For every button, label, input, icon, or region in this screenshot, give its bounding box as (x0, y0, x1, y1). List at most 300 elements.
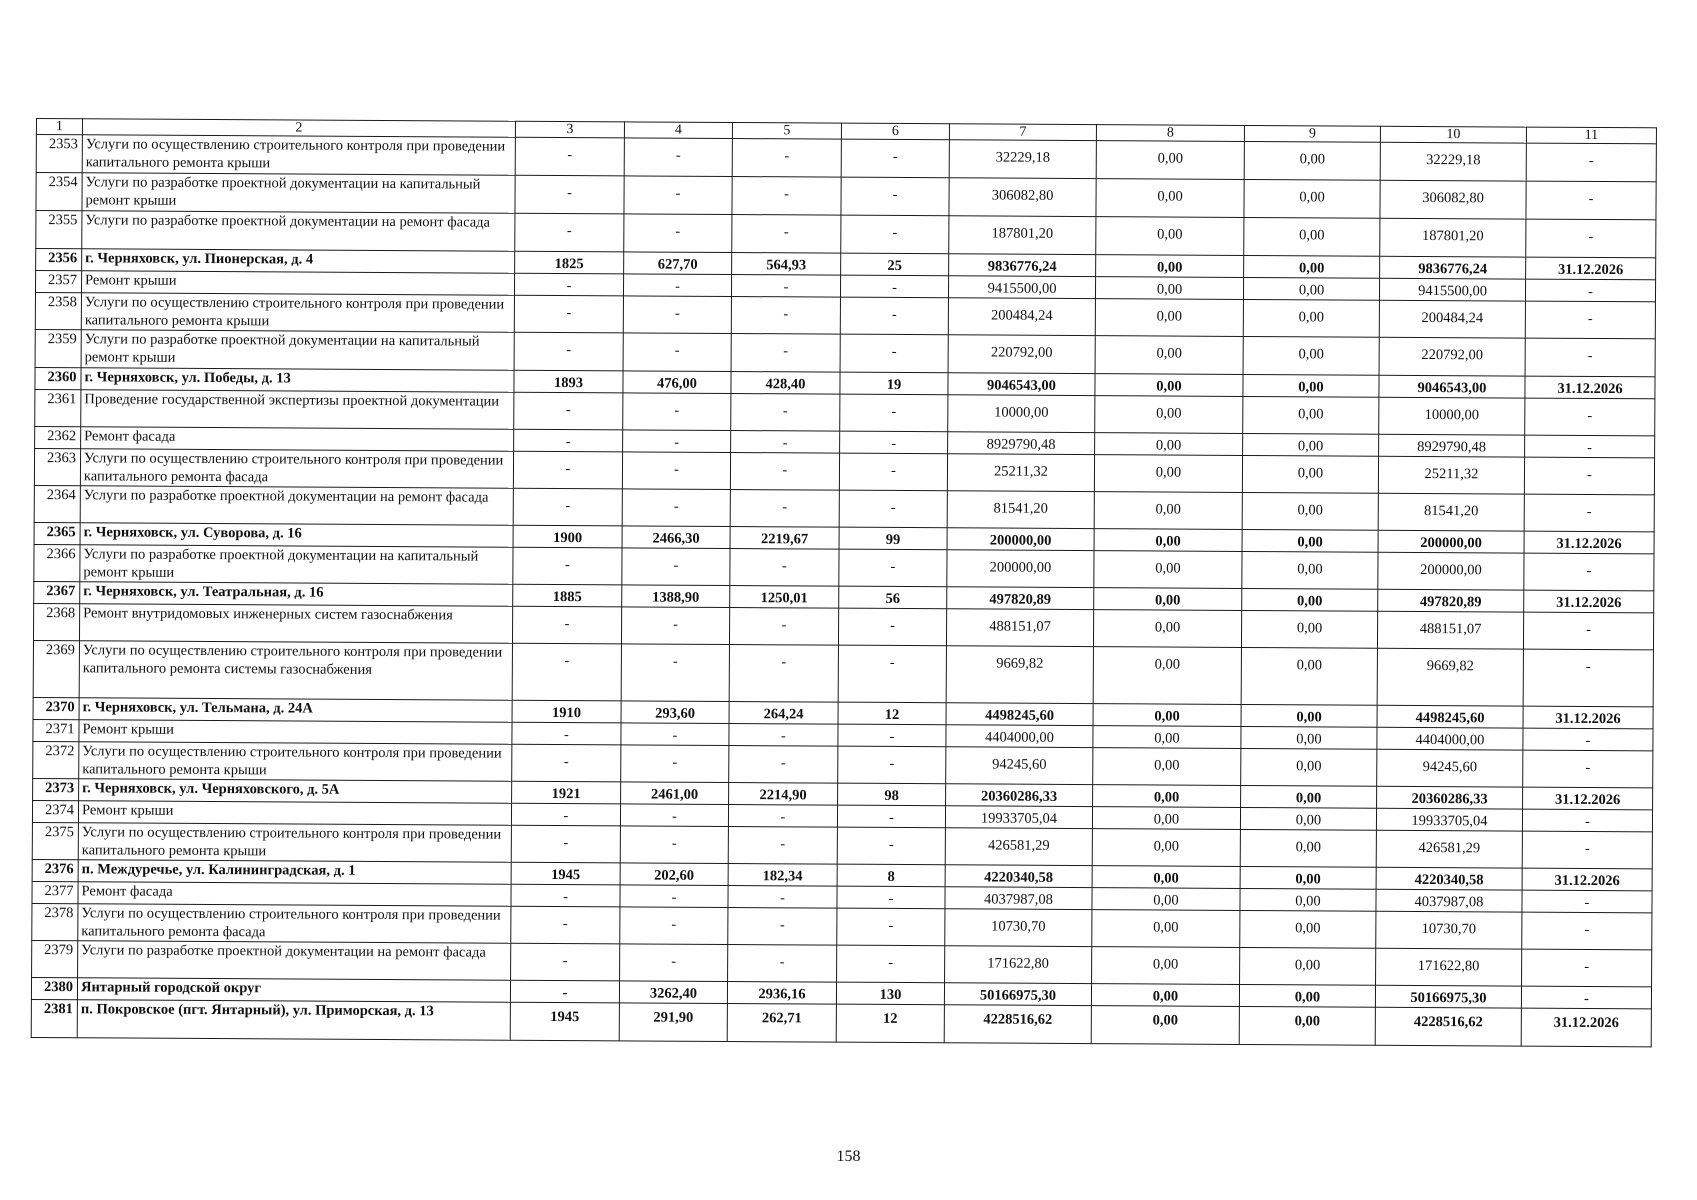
cost-cell-7: 200000,00 (947, 550, 1094, 588)
attr-cell-5: 262,71 (727, 1003, 836, 1042)
attr-cell-4: 476,00 (623, 371, 731, 394)
cost-cell-7: 171622,80 (945, 946, 1092, 984)
attr-cell-6: - (839, 453, 947, 491)
attr-cell-3: - (511, 825, 620, 863)
attr-cell-5: - (731, 394, 840, 432)
attr-cell-3: 1900 (513, 525, 622, 548)
cost-cell-10: 4228516,62 (1375, 1007, 1521, 1046)
attr-cell-5: - (731, 334, 840, 373)
attr-cell-4: - (620, 885, 728, 908)
attr-cell-6: 12 (838, 702, 946, 725)
cost-cell-7: 25211,32 (947, 454, 1094, 492)
cost-cell-8: 0,00 (1095, 277, 1243, 300)
object-name: Услуги по осуществлению строительного контроля при проведении капитального ремонта крыши (78, 823, 511, 862)
attr-cell-5: 564,93 (732, 253, 841, 276)
row-number: 2373 (33, 778, 79, 800)
cost-cell-9: 0,00 (1244, 255, 1380, 278)
cost-cell-8: 0,00 (1093, 748, 1241, 786)
attr-cell-3: - (511, 906, 620, 944)
attr-cell-5: - (728, 885, 837, 908)
row-number: 2356 (36, 249, 82, 271)
cost-cell-11: - (1525, 279, 1655, 302)
cost-cell-11: - (1526, 181, 1656, 220)
attr-cell-4: - (620, 826, 728, 864)
attr-cell-5: - (728, 805, 837, 828)
cost-cell-8: 0,00 (1093, 785, 1241, 808)
header-cell: 4 (624, 122, 732, 139)
attr-cell-3: - (514, 295, 623, 333)
row-number: 2376 (32, 859, 78, 881)
cost-cell-11: - (1524, 457, 1654, 495)
cost-cell-8: 0,00 (1092, 807, 1240, 830)
header-cell: 5 (732, 123, 841, 140)
cost-cell-7: 9415500,00 (948, 276, 1095, 299)
attr-cell-6: - (840, 431, 948, 454)
attr-cell-4: - (623, 430, 731, 453)
cost-cell-8: 0,00 (1094, 529, 1242, 552)
cost-cell-9: 0,00 (1244, 217, 1380, 256)
object-name: г. Черняховск, ул. Победы, д. 13 (81, 368, 514, 392)
attr-cell-3: - (515, 213, 624, 252)
attr-cell-3: - (512, 606, 621, 644)
cost-cell-10: 200000,00 (1378, 552, 1524, 590)
cost-cell-9: 0,00 (1242, 492, 1378, 530)
cost-cell-7: 488151,07 (946, 609, 1093, 647)
attr-cell-4: - (621, 644, 729, 702)
cost-cell-9: 0,00 (1244, 141, 1380, 180)
cost-cell-10: 488151,07 (1377, 611, 1523, 649)
cost-cell-11: 31.12.2026 (1522, 868, 1652, 891)
cost-cell-7: 32229,18 (949, 140, 1096, 179)
cost-cell-8: 0,00 (1093, 704, 1241, 727)
row-number: 2370 (33, 697, 79, 719)
attr-cell-5: - (731, 297, 840, 335)
row-number: 2363 (34, 448, 80, 485)
row-number: 2372 (33, 741, 79, 778)
attr-cell-3: - (514, 273, 623, 296)
cost-cell-8: 0,00 (1094, 588, 1242, 611)
attr-cell-6: 56 (839, 586, 947, 609)
object-name: Услуги по осуществлению строительного контроля при проведении капитального ремонта фасада (80, 449, 513, 488)
attr-cell-5: - (731, 275, 840, 298)
cost-cell-10: 4498245,60 (1377, 705, 1523, 728)
cost-cell-10: 9836776,24 (1380, 256, 1526, 279)
cost-cell-10: 4404000,00 (1377, 727, 1523, 750)
capital-repair-table (31, 118, 1657, 1047)
cost-cell-7: 220792,00 (948, 335, 1095, 374)
page-number: 158 (836, 1148, 861, 1165)
cost-cell-8: 0,00 (1095, 374, 1243, 397)
object-name: Услуги по разработке проектной документации на ремонт фасада (82, 211, 515, 251)
cost-cell-11: - (1523, 649, 1653, 707)
cost-cell-7: 50166975,30 (944, 983, 1091, 1006)
cost-cell-7: 497820,89 (947, 587, 1094, 610)
attr-cell-6: 8 (837, 864, 945, 887)
cost-cell-10: 200484,24 (1379, 300, 1525, 338)
row-number: 2381 (31, 999, 77, 1037)
cost-cell-9: 0,00 (1240, 829, 1376, 867)
cost-cell-9: 0,00 (1242, 529, 1378, 552)
attr-cell-4: - (622, 548, 730, 586)
header-cell: 7 (949, 124, 1096, 141)
attr-cell-6: 12 (836, 1004, 944, 1043)
object-name: Ремонт фасада (78, 882, 511, 906)
cost-cell-8: 0,00 (1093, 726, 1241, 749)
cost-cell-11: 31.12.2026 (1526, 257, 1656, 280)
attr-cell-4: - (620, 944, 728, 982)
cost-cell-10: 94245,60 (1377, 749, 1523, 787)
cost-cell-8: 0,00 (1094, 492, 1242, 530)
row-number: 2354 (36, 173, 82, 211)
attr-cell-3: - (512, 643, 621, 701)
row-number: 2369 (33, 640, 79, 697)
attr-cell-5: 2936,16 (727, 981, 836, 1004)
attr-cell-6: 99 (839, 527, 947, 550)
attr-cell-6: - (837, 827, 945, 865)
attr-cell-4: 627,70 (624, 252, 732, 275)
attr-cell-5: - (729, 608, 838, 646)
attr-cell-6: - (839, 549, 947, 587)
cost-cell-7: 187801,20 (949, 216, 1096, 255)
header-cell: 6 (841, 123, 949, 140)
attr-cell-3: - (514, 392, 623, 430)
cost-cell-10: 20360286,33 (1377, 786, 1523, 809)
row-number: 2362 (35, 426, 81, 448)
attr-cell-6: - (840, 275, 948, 298)
cost-cell-7: 4498245,60 (946, 703, 1093, 726)
cost-cell-11: - (1522, 809, 1652, 832)
object-name: Услуги по разработке проектной документации на ремонт фасада (78, 941, 511, 980)
header-cell: 11 (1526, 127, 1656, 144)
cost-cell-10: 10730,70 (1376, 911, 1522, 949)
attr-cell-5: 2214,90 (729, 783, 838, 806)
row-number: 2377 (32, 881, 78, 903)
cost-cell-10: 306082,80 (1380, 180, 1526, 219)
cost-cell-9: 0,00 (1240, 947, 1376, 985)
cost-cell-7: 19933705,04 (945, 806, 1092, 829)
object-name: Ремонт крыши (78, 801, 511, 825)
cost-cell-8: 0,00 (1092, 947, 1240, 985)
cost-cell-8: 0,00 (1095, 396, 1243, 434)
attr-cell-3: 1893 (514, 370, 623, 393)
attr-cell-4: 291,90 (619, 1003, 727, 1042)
attr-cell-4: - (620, 907, 728, 945)
object-name: Проведение государственной экспертизы проектной документации (81, 390, 514, 429)
row-number: 2359 (35, 329, 81, 367)
attr-cell-5: - (729, 724, 838, 747)
cost-cell-11: - (1522, 912, 1652, 950)
attr-cell-6: - (838, 645, 946, 703)
object-name: Ремонт внутридомовых инженерных систем газоснабжения (79, 604, 512, 643)
cost-cell-11: - (1522, 890, 1652, 913)
attr-cell-4: - (623, 296, 731, 334)
object-name: Услуги по осуществлению строительного контроля при проведении капитального ремонта крыши (81, 293, 514, 332)
attr-cell-6: - (840, 394, 948, 432)
cost-cell-7: 9046543,00 (948, 373, 1095, 396)
object-name: Ремонт крыши (81, 271, 514, 295)
cost-cell-9: 0,00 (1241, 610, 1377, 648)
attr-cell-5: - (730, 490, 839, 528)
attr-cell-4: - (621, 607, 729, 645)
row-number: 2374 (32, 800, 78, 822)
cost-cell-9: 0,00 (1240, 910, 1376, 948)
cost-cell-10: 81541,20 (1378, 493, 1524, 531)
cost-cell-8: 0,00 (1093, 610, 1241, 648)
cost-cell-7: 10730,70 (945, 909, 1092, 947)
attr-cell-6: - (841, 177, 949, 216)
cost-cell-9: 0,00 (1241, 726, 1377, 749)
attr-cell-6: - (840, 334, 948, 373)
cost-cell-10: 32229,18 (1380, 142, 1526, 181)
attr-cell-5: 1250,01 (730, 586, 839, 609)
row-number: 2378 (32, 903, 78, 940)
attr-cell-5: 182,34 (728, 863, 837, 886)
object-name: г. Черняховск, ул. Театральная, д. 16 (80, 582, 513, 606)
attr-cell-6: - (841, 215, 949, 254)
cost-cell-11: - (1524, 494, 1654, 532)
object-name: Услуги по разработке проектной документации на капитальный ремонт крыши (81, 330, 514, 370)
cost-cell-9: 0,00 (1243, 433, 1379, 456)
attr-cell-6: - (838, 746, 946, 784)
row-number: 2375 (32, 822, 78, 859)
attr-cell-3: - (511, 884, 620, 907)
attr-cell-4: - (623, 333, 731, 372)
cost-cell-11: - (1522, 949, 1652, 987)
cost-cell-7: 20360286,33 (946, 784, 1093, 807)
cost-cell-8: 0,00 (1094, 551, 1242, 589)
cost-cell-8: 0,00 (1095, 299, 1243, 337)
cost-cell-10: 8929790,48 (1379, 434, 1525, 457)
attr-cell-3: - (513, 451, 622, 489)
cost-cell-10: 9669,82 (1377, 648, 1523, 706)
attr-cell-6: - (839, 490, 947, 528)
attr-cell-4: - (623, 393, 731, 431)
cost-cell-7: 10000,00 (948, 395, 1095, 433)
cost-cell-11: 31.12.2026 (1524, 531, 1654, 554)
cost-cell-9: 0,00 (1239, 1006, 1375, 1045)
attr-cell-3: - (512, 744, 621, 782)
cost-cell-10: 25211,32 (1378, 456, 1524, 494)
cost-cell-7: 200484,24 (948, 298, 1095, 336)
attr-cell-6: 98 (838, 783, 946, 806)
object-name: Ремонт крыши (79, 720, 512, 744)
cost-cell-11: - (1523, 612, 1653, 650)
row-number: 2367 (34, 581, 80, 603)
cost-cell-8: 0,00 (1095, 336, 1243, 375)
attr-cell-4: - (623, 274, 731, 297)
row-number: 2353 (36, 135, 82, 173)
attr-cell-3: - (514, 429, 623, 452)
object-name: г. Черняховск, ул. Тельмана, д. 24А (79, 698, 512, 722)
cost-cell-7: 200000,00 (947, 528, 1094, 551)
cost-cell-8: 0,00 (1096, 141, 1244, 180)
cost-cell-9: 0,00 (1242, 588, 1378, 611)
cost-cell-11: - (1525, 338, 1655, 377)
cost-cell-7: 4228516,62 (944, 1005, 1091, 1044)
attr-cell-4: - (622, 489, 730, 527)
attr-cell-3: 1910 (512, 700, 621, 723)
object-name: п. Покровское (пгт. Янтарный), ул. Приморская, д. 13 (77, 1000, 510, 1040)
header-cell: 9 (1244, 125, 1380, 142)
cost-cell-9: 0,00 (1243, 277, 1379, 300)
object-name: г. Черняховск, ул. Черняховского, д. 5А (79, 779, 512, 803)
row-number: 2380 (31, 977, 77, 999)
attr-cell-6: 19 (840, 372, 948, 395)
attr-cell-5: - (728, 944, 837, 982)
cost-cell-10: 187801,20 (1380, 218, 1526, 257)
attr-cell-5: 264,24 (729, 702, 838, 725)
attr-cell-3: - (511, 803, 620, 826)
row-number: 2360 (35, 367, 81, 389)
attr-cell-5: - (728, 826, 837, 864)
attr-cell-3: - (512, 722, 621, 745)
attr-cell-6: - (837, 945, 945, 983)
cost-cell-10: 10000,00 (1379, 397, 1525, 435)
attr-cell-3: - (515, 175, 624, 214)
cost-cell-9: 0,00 (1242, 455, 1378, 493)
cost-cell-11: 31.12.2026 (1525, 376, 1655, 399)
header-cell: 8 (1096, 125, 1244, 142)
row-number: 2364 (34, 485, 80, 522)
cost-cell-7: 8929790,48 (948, 432, 1095, 455)
attr-cell-6: - (841, 139, 949, 178)
cost-cell-10: 426581,29 (1376, 830, 1522, 868)
cost-cell-9: 0,00 (1242, 551, 1378, 589)
cost-cell-10: 19933705,04 (1376, 808, 1522, 831)
cost-cell-8: 0,00 (1095, 433, 1243, 456)
object-name: Услуги по разработке проектной документации на капитальный ремонт крыши (82, 173, 515, 213)
attr-cell-4: - (622, 452, 730, 490)
attr-cell-5: - (728, 907, 837, 945)
attr-cell-6: - (837, 805, 945, 828)
cost-cell-11: - (1526, 143, 1656, 182)
attr-cell-5: 2219,67 (730, 527, 839, 550)
header-cell: 2 (82, 119, 515, 137)
cost-cell-7: 4220340,58 (945, 865, 1092, 888)
row-number: 2358 (35, 293, 81, 330)
cost-cell-9: 0,00 (1241, 748, 1377, 786)
cost-cell-11: 31.12.2026 (1524, 590, 1654, 613)
attr-cell-4: - (621, 745, 729, 783)
attr-cell-3: 1921 (512, 781, 621, 804)
cost-cell-10: 171622,80 (1376, 948, 1522, 986)
cost-cell-10: 497820,89 (1378, 589, 1524, 612)
cost-cell-11: 31.12.2026 (1521, 1008, 1651, 1047)
attr-cell-4: 2461,00 (621, 782, 729, 805)
attr-cell-4: 293,60 (621, 701, 729, 724)
attr-cell-5: - (730, 453, 839, 491)
cost-cell-8: 0,00 (1092, 888, 1240, 911)
cost-cell-9: 0,00 (1241, 647, 1377, 705)
attr-cell-6: 25 (841, 253, 949, 276)
cost-cell-11: - (1523, 750, 1653, 788)
cost-cell-8: 0,00 (1096, 217, 1244, 256)
attr-cell-6: - (838, 724, 946, 747)
row-number: 2355 (36, 211, 82, 249)
attr-cell-4: - (620, 804, 728, 827)
attr-cell-6: - (838, 608, 946, 646)
object-name: Услуги по разработке проектной документации на капитальный ремонт крыши (80, 545, 513, 584)
attr-cell-4: - (621, 723, 729, 746)
attr-cell-6: - (840, 297, 948, 335)
cost-cell-8: 0,00 (1096, 255, 1244, 278)
attr-cell-3: - (511, 943, 620, 981)
attr-cell-5: - (732, 139, 841, 178)
cost-cell-9: 0,00 (1243, 396, 1379, 434)
cost-cell-9: 0,00 (1240, 888, 1376, 911)
object-name: Ремонт фасада (81, 427, 514, 451)
attr-cell-5: 428,40 (731, 372, 840, 395)
cost-cell-10: 220792,00 (1379, 337, 1525, 376)
cost-cell-11: - (1525, 435, 1655, 458)
attr-cell-4: 3262,40 (619, 981, 727, 1004)
cost-cell-11: - (1522, 831, 1652, 869)
cost-cell-11: - (1526, 219, 1656, 258)
attr-cell-6: 130 (836, 982, 944, 1005)
cost-cell-7: 9836776,24 (949, 254, 1096, 277)
cost-cell-10: 200000,00 (1378, 530, 1524, 553)
cost-cell-10: 9046543,00 (1379, 375, 1525, 398)
attr-cell-5: - (731, 431, 840, 454)
cost-cell-9: 0,00 (1241, 704, 1377, 727)
cost-cell-11: 31.12.2026 (1523, 787, 1653, 810)
cost-cell-7: 9669,82 (946, 646, 1093, 704)
table-row (33, 640, 1653, 706)
attr-cell-4: 202,60 (620, 863, 728, 886)
cost-cell-9: 0,00 (1239, 984, 1375, 1007)
cost-cell-8: 0,00 (1091, 984, 1239, 1007)
attr-cell-4: - (624, 214, 732, 253)
row-number: 2366 (34, 544, 80, 581)
cost-cell-11: - (1523, 728, 1653, 751)
table-row (31, 999, 1651, 1046)
attr-cell-3: 1885 (513, 584, 622, 607)
attr-cell-3: 1945 (510, 1002, 619, 1041)
attr-cell-3: 1825 (515, 251, 624, 274)
attr-cell-5: - (732, 177, 841, 216)
row-number: 2361 (35, 389, 81, 426)
object-name: Услуги по разработке проектной документации на ремонт фасада (80, 486, 513, 525)
attr-cell-3: - (510, 980, 619, 1003)
row-number: 2368 (33, 603, 79, 640)
row-number: 2357 (35, 271, 81, 293)
attr-cell-3: - (513, 547, 622, 585)
cost-cell-8: 0,00 (1091, 1006, 1239, 1045)
cost-cell-11: - (1525, 398, 1655, 436)
attr-cell-6: - (837, 886, 945, 909)
row-number: 2379 (32, 940, 78, 977)
row-number: 2371 (33, 719, 79, 741)
attr-cell-5: - (729, 645, 838, 703)
cost-cell-8: 0,00 (1092, 866, 1240, 889)
cost-cell-11: - (1525, 301, 1655, 339)
cost-cell-10: 9415500,00 (1379, 278, 1525, 301)
attr-cell-3: 1945 (511, 862, 620, 885)
object-name: Услуги по осуществлению строительного контроля при проведении капитального ремонта крыши (82, 135, 515, 175)
object-name: Услуги по осуществлению строительного контроля при проведении капитального ремонта крыши (79, 742, 512, 781)
cost-cell-10: 50166975,30 (1375, 985, 1521, 1008)
object-name: г. Черняховск, ул. Суворова, д. 16 (80, 523, 513, 547)
attr-cell-3: - (514, 332, 623, 371)
cost-cell-7: 94245,60 (946, 747, 1093, 785)
cost-cell-7: 81541,20 (947, 491, 1094, 529)
cost-cell-7: 306082,80 (949, 178, 1096, 217)
attr-cell-6: - (837, 908, 945, 946)
attr-cell-4: 2466,30 (622, 526, 730, 549)
cost-cell-8: 0,00 (1092, 910, 1240, 948)
cost-cell-7: 4404000,00 (946, 725, 1093, 748)
header-cell: 1 (36, 119, 82, 135)
